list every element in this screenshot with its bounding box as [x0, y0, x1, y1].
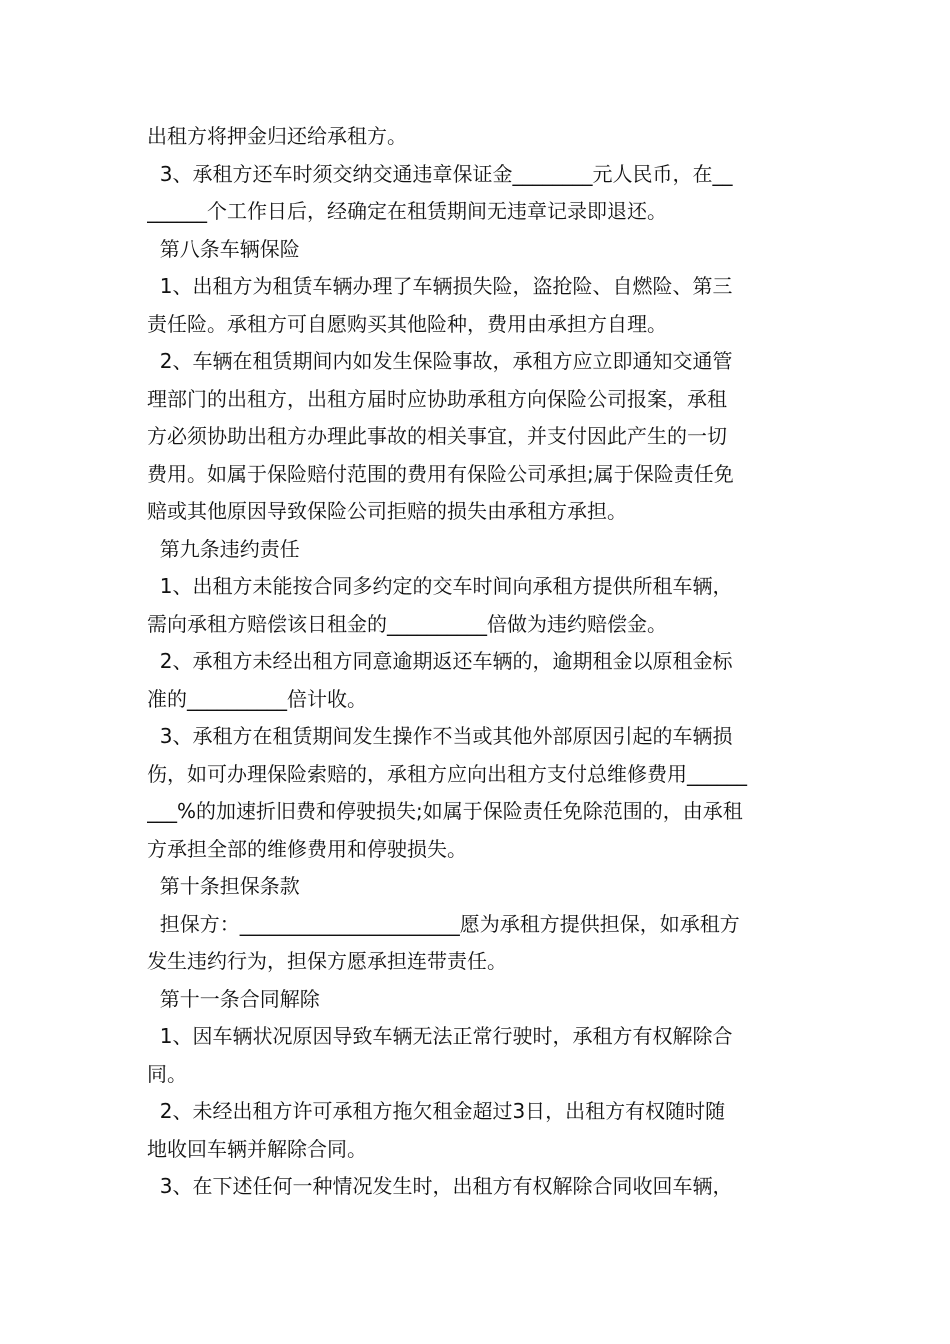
section-heading: 第十一条合同解除: [147, 986, 320, 1011]
section-heading: 第十条担保条款: [147, 874, 300, 898]
section-heading: 第八条车辆保险: [147, 236, 300, 261]
paragraph-line: 费用。如属于保险赔付范围的费用有保险公司承担;属于保险责任免: [147, 461, 734, 486]
paragraph-line: 1、因车辆状况原因导致车辆无法正常行驶时，承租方有权解除合: [147, 1024, 733, 1048]
paragraph-line: 担保方：______________________愿为承租方提供担保，如承租方: [147, 911, 740, 936]
paragraph-line: 方承担全部的维修费用和停驶损失。: [147, 836, 467, 861]
paragraph-line: 发生违约行为，担保方愿承担连带责任。: [147, 949, 507, 973]
paragraph-line: 2、未经出租方许可承租方拖欠租金超过3日，出租方有权随时随: [147, 1099, 726, 1123]
paragraph-line: 1、出租方为租赁车辆办理了车辆损失险，盗抢险、自燃险、第三: [147, 274, 733, 298]
paragraph-line: 出租方将押金归还给承租方。: [147, 124, 407, 148]
paragraph-line: ___%的加速折旧费和停驶损失;如属于保险责任免除范围的，由承租: [147, 799, 743, 823]
paragraph-line: 伤，如可办理保险索赔的，承租方应向出租方支付总维修费用______: [147, 761, 747, 786]
paragraph-line: 3、在下述任何一种情况发生时，出租方有权解除合同收回车辆，: [147, 1174, 733, 1198]
paragraph-line: 1、出租方未能按合同多约定的交车时间向承租方提供所租车辆，: [147, 574, 733, 598]
paragraph-line: ______个工作日后，经确定在租赁期间无违章记录即退还。: [147, 199, 667, 223]
paragraph-line: 同。: [147, 1061, 187, 1086]
paragraph-line: 地收回车辆并解除合同。: [147, 1136, 367, 1161]
paragraph-line: 2、车辆在租赁期间内如发生保险事故，承租方应立即通知交通管: [147, 349, 733, 373]
paragraph-line: 方必须协助出租方办理此事故的相关事宜，并支付因此产生的一切: [147, 424, 727, 448]
paragraph-line: 3、承租方还车时须交纳交通违章保证金________元人民币，在__: [147, 161, 733, 186]
section-heading: 第九条违约责任: [147, 536, 300, 561]
paragraph-line: 需向承租方赔偿该日租金的__________倍做为违约赔偿金。: [147, 611, 667, 636]
paragraph-line: 3、承租方在租赁期间发生操作不当或其他外部原因引起的车辆损: [147, 724, 733, 748]
paragraph-line: 2、承租方未经出租方同意逾期返还车辆的，逾期租金以原租金标: [147, 649, 733, 673]
paragraph-line: 赔或其他原因导致保险公司拒赔的损失由承租方承担。: [147, 499, 627, 523]
paragraph-line: 责任险。承租方可自愿购买其他险种，费用由承担方自理。: [147, 311, 667, 336]
contract-text-body: [147, 118, 827, 1206]
paragraph-line: 准的__________倍计收。: [147, 686, 367, 711]
paragraph-line: 理部门的出租方，出租方届时应协助承租方向保险公司报案，承租: [147, 386, 727, 411]
